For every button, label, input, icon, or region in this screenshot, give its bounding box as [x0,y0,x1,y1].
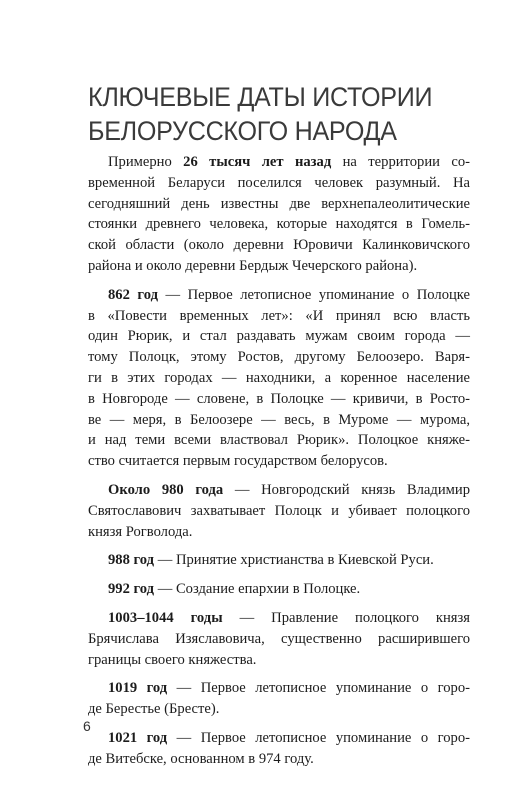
text-line [88,173,470,194]
text-segment: Примерно [108,154,184,170]
text-segment: временной Беларуси поселился человек разумный. На [88,174,470,191]
text-segment: — Принятие христианства в Киевской Руси. [154,552,434,569]
text-line [88,152,470,173]
text-segment: — Новгородский князь Владимир [223,481,470,498]
text-line [88,368,470,389]
text-segment: ской области (около деревни Юровичи Калинковичского [88,237,470,254]
text-segment: в Новгороде — словене, в Полоцке — кривичи, в Росто- [88,390,470,407]
date-label: 1019 год [108,680,168,697]
text-segment: границы своего княжества. [88,651,257,668]
text-segment: в «Повести временных лет»: «И принял всю власть [88,307,470,324]
date-label: Около 980 года [108,481,224,498]
title-line: БЕЛОРУССКОГО НАРОДА [88,116,397,146]
page-title [88,80,451,148]
paragraph [88,579,470,600]
paragraph [88,728,470,770]
text-line [88,306,470,327]
text-line [88,194,470,215]
text-segment: Брячислава Изяславовича, существенно расширившего [88,630,470,647]
text-segment: князя Рогволода. [88,523,193,540]
text-line [88,326,470,347]
text-line [88,678,470,699]
date-label: 1021 год [108,729,168,746]
text-segment: де Витебске, основанном в 974 году. [88,750,314,767]
text-segment: стоянки древнего человека, которые находятся в Гомель- [88,216,470,233]
text-segment: — Первое летописное упоминание о горо- [167,729,470,746]
text-line [88,214,470,235]
text-line [88,389,470,410]
date-label: 1003–1044 годы [108,609,223,626]
text-segment: — Первое летописное упоминание о Полоцке [157,286,471,303]
text-segment: Святославович захватывает Полоцк и убивает полоцкого [88,502,470,519]
date-label: 862 год [108,286,158,303]
text-segment: — Первое летописное упоминание о горо- [167,680,470,697]
text-segment: один Рюрик, и стал раздавать мужам своим города — [88,328,470,345]
article-body [88,152,470,778]
text-line [88,608,470,629]
text-line [88,451,470,472]
text-segment: сегодняшний день известны две верхнепалеолитические [88,195,470,212]
text-line [88,629,470,650]
text-segment: — Создание епархии в Полоцке. [154,581,361,598]
paragraph [88,550,470,571]
text-line [88,285,470,306]
paragraph [88,285,470,472]
text-line [88,480,470,501]
text-line [88,256,470,277]
date-label: 992 год [108,581,155,598]
text-line [88,650,470,671]
text-segment: и над теми всеми властвовал Рюрик». Полоцкое княже- [88,432,470,449]
title-line: КЛЮЧЕВЫЕ ДАТЫ ИСТОРИИ [88,82,433,112]
text-line [88,550,470,571]
text-line [88,347,470,368]
text-line [88,235,470,256]
paragraph [88,608,470,670]
text-segment: района и около деревни Бердыж Чечерского района). [88,257,418,274]
text-line [88,501,470,522]
text-line [88,522,470,543]
date-label: 26 тысяч лет назад [183,154,332,170]
text-segment: на территории со- [331,154,470,170]
text-segment: тому Полоцк, этому Ростов, другому Белоозеро. Варя- [88,349,470,366]
text-segment: — Правление полоцкого князя [222,609,470,626]
paragraph [88,480,470,542]
text-line [88,728,470,749]
text-line [88,579,470,600]
page-number: 6 [83,718,91,734]
date-label: 988 год [108,552,155,569]
text-segment: ве — меря, в Белоозере — весь, в Муроме — мурома, [88,411,470,428]
text-line [88,699,470,720]
text-line [88,749,470,770]
text-line [88,430,470,451]
paragraph [88,678,470,720]
paragraph [88,152,470,277]
text-segment: де Берестье (Бресте). [88,701,220,718]
text-segment: ство считается первым государством белорусов. [88,453,388,470]
text-segment: ги в этих городах — находники, а коренное население [88,369,470,386]
text-line [88,410,470,431]
